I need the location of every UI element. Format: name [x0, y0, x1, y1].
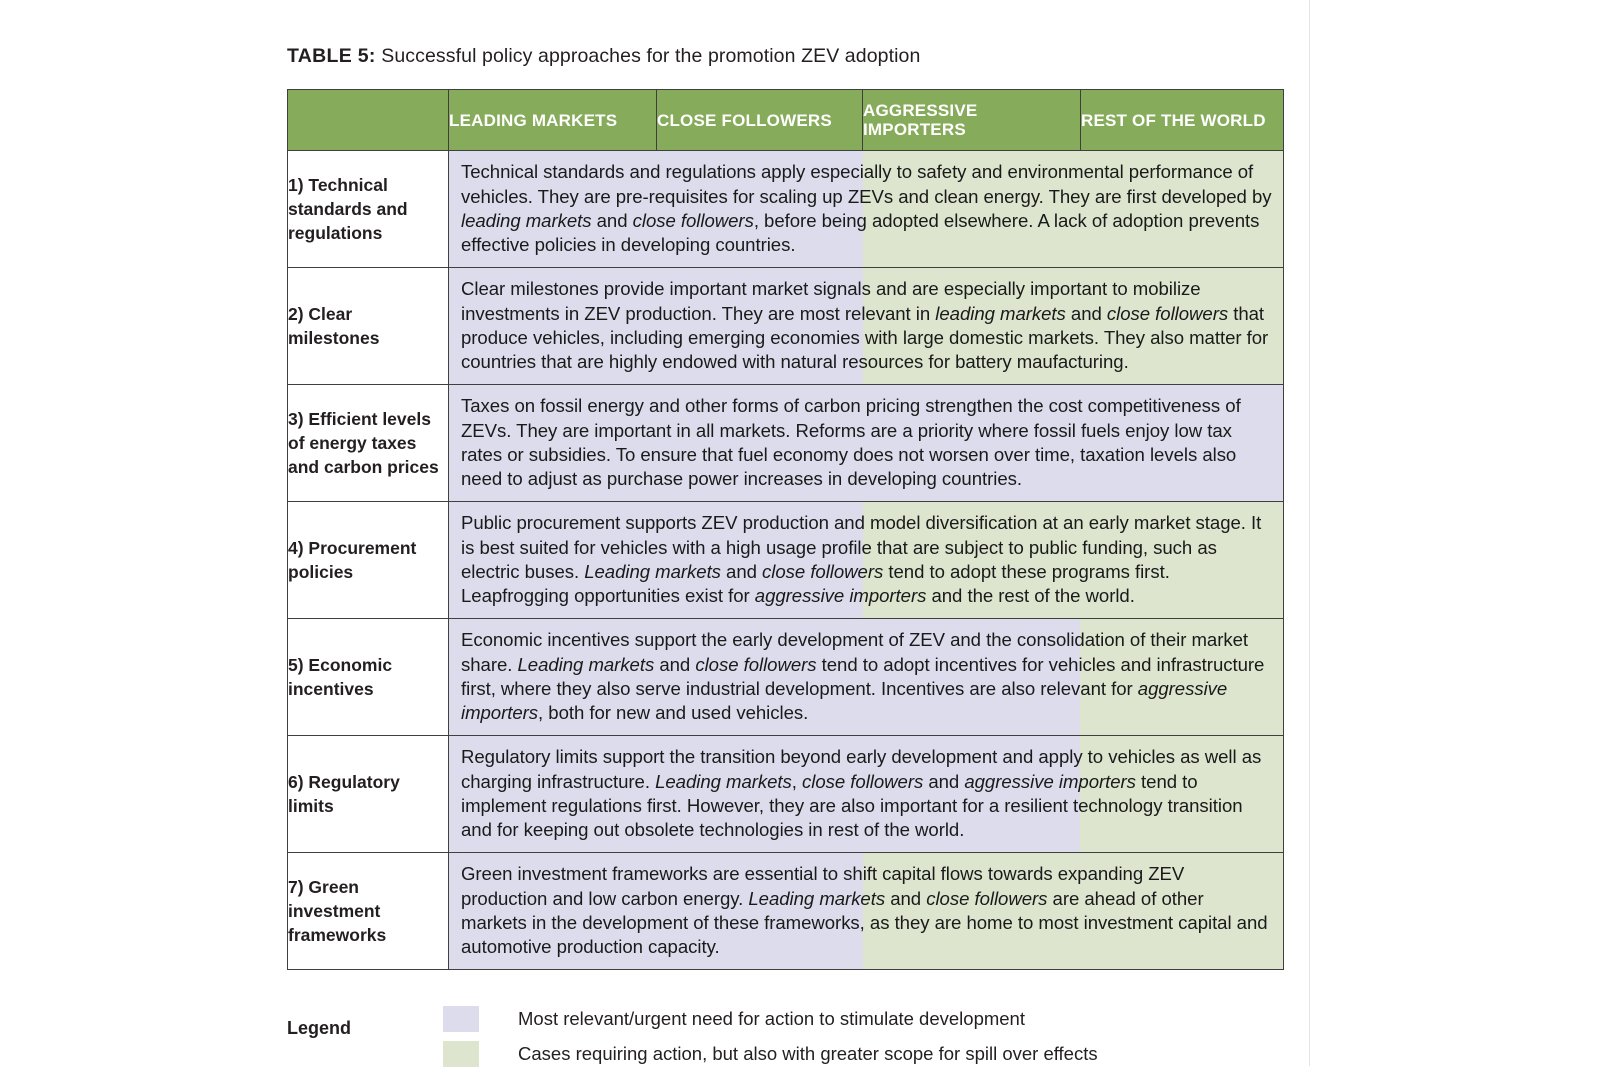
- table-row: [288, 268, 1284, 385]
- row-label-cell: 6) Regulatory limits: [288, 736, 449, 853]
- legend: [287, 1001, 1287, 1091]
- header-cell-corner: [288, 90, 449, 151]
- legend-items: [443, 1001, 1098, 1071]
- table-caption-text: Successful policy approaches for the promotion ZEV adoption: [381, 45, 921, 67]
- table-row: [288, 853, 1284, 970]
- legend-swatch-purple: [443, 1006, 479, 1032]
- row-label-cell: 4) Procurement policies: [288, 502, 449, 619]
- row-body-cell: [449, 619, 1284, 736]
- row-body-cell: [449, 736, 1284, 853]
- header-cell-rest-of-the-world: REST OF THE WORLD: [1081, 90, 1284, 151]
- row-label-cell: 7) Green investment frameworks: [288, 853, 449, 970]
- table-header-row: [288, 90, 1284, 151]
- row-label-cell: 2) Clear milestones: [288, 268, 449, 385]
- header-cell-close-followers: CLOSE FOLLOWERS: [657, 90, 863, 151]
- row-body-cell: [449, 385, 1284, 502]
- legend-item: [443, 1036, 1098, 1071]
- legend-item: [443, 1001, 1098, 1036]
- table-row: [288, 736, 1284, 853]
- row-body-text: Economic incentives support the early development of ZEV and the consolidation of their market share. Leading markets and close followers tend to adopt incentives for vehicles and infrastructure first, where they also serve industrial development. Incentives are also relevant for aggressive importers, both for new and used vehicles.: [461, 629, 1265, 724]
- table-row: [288, 385, 1284, 502]
- table-row: [288, 151, 1284, 268]
- row-body-cell: [449, 502, 1284, 619]
- row-body-cell: [449, 268, 1284, 385]
- row-body-text: Clear milestones provide important market signals and are especially important to mobilize investments in ZEV production. They are most relevant in leading markets and close followers that produce vehicles, including emerging economies with large domestic markets. They also matter for countries that are highly endowed with natural resources for battery maufacturing.: [461, 278, 1269, 373]
- table-row: [288, 502, 1284, 619]
- table-header: [288, 90, 1284, 151]
- row-body-text: Taxes on fossil energy and other forms of carbon pricing strengthen the cost competitiveness of ZEVs. They are important in all markets. Reforms are a priority where fossil fuels enjoy low tax rates or subsidies. To ensure that fuel economy does not worsen over time, taxation levels also need to adjust as purchase power increases in developing countries.: [461, 395, 1241, 490]
- row-body-cell: [449, 151, 1284, 268]
- legend-title: Legend: [287, 1018, 352, 1039]
- table-row: [288, 619, 1284, 736]
- row-body-cell: [449, 853, 1284, 970]
- header-cell-aggressive-importers: AGGRESSIVE IMPORTERS: [863, 90, 1081, 151]
- row-body-text: Regulatory limits support the transition beyond early development and apply to vehicles as well as charging infrastructure. Leading markets, close followers and aggressive importers tend to implement regulations first. However, they are also important for a resilient technology transition and for keeping out obsolete technologies in rest of the world.: [461, 746, 1262, 841]
- legend-swatch-green: [443, 1041, 479, 1067]
- row-body-text: Technical standards and regulations apply especially to safety and environmental performance of vehicles. They are pre-requisites for scaling up ZEVs and clean energy. They are first developed by leading markets and close followers, before being adopted elsewhere. A lack of adoption prevents effective policies in developing countries.: [461, 161, 1272, 256]
- header-cell-leading-markets: LEADING MARKETS: [449, 90, 657, 151]
- legend-label: Most relevant/urgent need for action to stimulate development: [518, 1007, 1025, 1029]
- row-label-cell: 5) Economic incentives: [288, 619, 449, 736]
- row-label-cell: 3) Efficient levels of energy taxes and carbon prices: [288, 385, 449, 502]
- table-caption: [287, 44, 1287, 68]
- table-caption-label: TABLE 5:: [287, 45, 376, 67]
- policy-approaches-table: [287, 89, 1284, 970]
- row-label-cell: 1) Technical standards and regulations: [288, 151, 449, 268]
- table-content-area: [287, 0, 1287, 1091]
- legend-label: Cases requiring action, but also with greater scope for spill over effects: [518, 1042, 1098, 1064]
- table-body: [288, 151, 1284, 970]
- row-body-text: Public procurement supports ZEV production and model diversification at an early market stage. It is best suited for vehicles with a high usage profile that are subject to public funding, such as electric buses. Leading markets and close followers tend to adopt these programs first. Leapfrogging opportunities exist for aggressive importers and the rest of the world.: [461, 512, 1262, 607]
- page-right-margin: [1309, 0, 1600, 1066]
- row-body-text: Green investment frameworks are essential to shift capital flows towards expanding ZEV production and low carbon energy. Leading markets and close followers are ahead of other markets in the development of these frameworks, as they are home to most investment capital and automotive production capacity.: [461, 863, 1268, 958]
